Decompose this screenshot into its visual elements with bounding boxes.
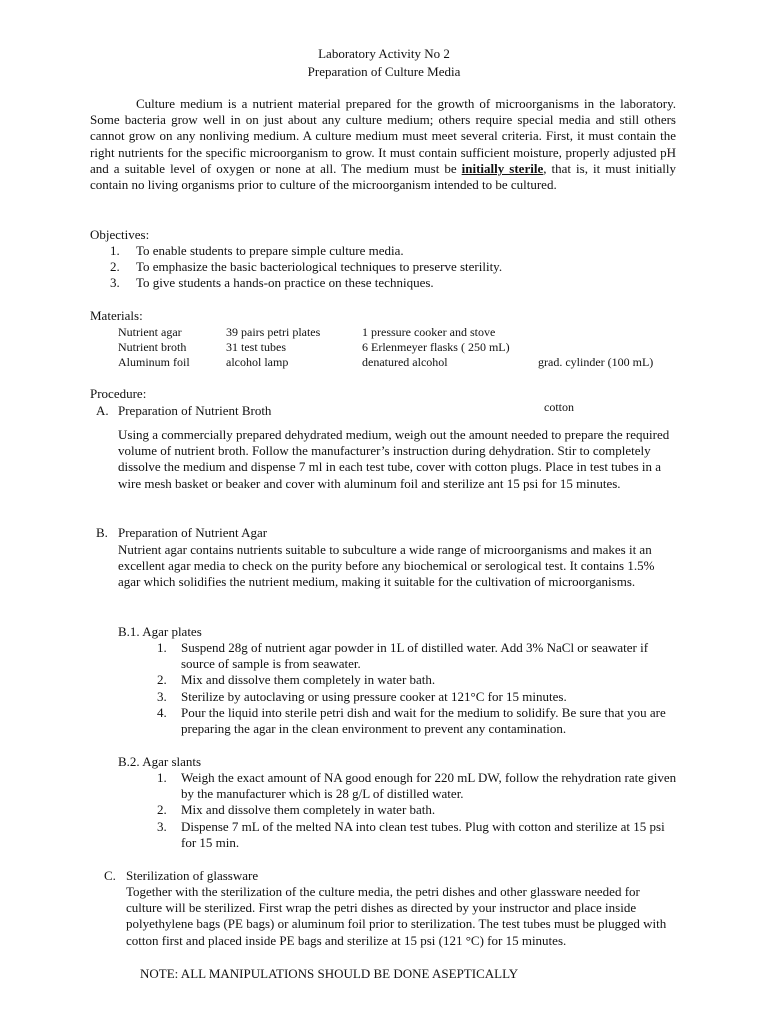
materials-column-2: 39 pairs petri plates 31 test tubes alcohol lamp — [226, 325, 321, 369]
step-item: 1. Suspend 28g of nutrient agar powder in 1L of distilled water. Add 3% NaCl or seawater if source of sample is from seawater. — [157, 640, 649, 672]
objectives-label: Objectives: — [90, 227, 150, 242]
step-item: 1. Weigh the exact amount of NA good enough for 220 mL DW, follow the rehydration rate given by the manufacturer which is 28 g/L of distilled water. — [157, 770, 677, 802]
step-item: 4. Pour the liquid into sterile petri dish and wait for the medium to solidify. Be sure that you are preparing the agar in the clean environment to prevent any contamination. — [157, 704, 666, 737]
materials-label: Materials: — [90, 308, 143, 323]
section-c-heading: C. Sterilization of glassware — [104, 868, 259, 883]
materials-column-3: 1 pressure cooker and stove 6 Erlenmeyer flasks ( 250 mL) denatured alcohol — [362, 325, 510, 369]
section-c-paragraph: Together with the sterilization of the culture media, the petri dishes and other glassware needed for culture will be sterilized. First wrap the petri dishes as directed by your instructor and place inside polyethylene bags (PE bags) or aluminum foil prior to sterilization. The test tubes must be plugged with cotton first and placed inside PE bags and sterilize at 15 psi (121 °C) for 15 minutes. — [126, 884, 667, 948]
subsection-b2-steps — [157, 770, 677, 851]
document-title: Laboratory Activity No 2 — [318, 46, 450, 61]
procedure-label: Procedure: — [90, 386, 147, 401]
section-a-paragraph: Using a commercially prepared dehydrated medium, weigh out the amount needed to prepare the required volume of nutrient broth. Follow the manufacturer’s instruction during dehydration. Stir to completely dissolve the medium and dispense 7 ml in each test tube, cover with cotton plugs. Place in test tubes in a wire mesh basket or beaker and cover with aluminum foil and sterilize ant 15 psi for 15 minutes. — [118, 427, 670, 491]
section-b-paragraph: Nutrient agar contains nutrients suitable to subculture a wide range of microorganisms and makes it an excellent agar media to check on the purity before any biochemical or serological test. It contains 1.5% agar which solidifies the nutrient medium, making it suitable for the cultivation of microorganisms. — [118, 542, 655, 590]
step-item: 3. Sterilize by autoclaving or using pressure cooker at 121°C for 15 minutes. — [157, 688, 567, 704]
objective-item: 2. To emphasize the basic bacteriological techniques to preserve sterility. — [110, 259, 503, 275]
step-item: 2. Mix and dissolve them completely in water bath. — [157, 802, 436, 818]
document-subtitle: Preparation of Culture Media — [307, 64, 461, 79]
subsection-b2-heading: B.2. Agar slants — [118, 754, 202, 769]
subsection-b1-heading: B.1. Agar plates — [118, 624, 202, 639]
intro-paragraph — [90, 96, 676, 193]
intro-emphasis: initially sterile — [461, 160, 544, 176]
intro-text-start: Culture medium is a nutrient material prepared for the growth of microorganisms in the laboratory. Some bacteria grow well in on just about any culture medium; others require special media and still others cannot grow on any nonliving medium. A culture medium must meet several criteria. First, it must contain the right nutrients for the specific microorganism to grow. It must contain sufficient moisture, properly adjusted pH and a suitable level of oxygen or none at all. The medium must be — [90, 96, 676, 176]
objectives-list — [110, 243, 670, 292]
intro-text-end: , that is, it must initially contain no living organisms prior to culture of the microorganism intended to be cultured. — [90, 160, 676, 193]
materials-column-4: grad. cylinder (100 mL) cotton — [538, 355, 654, 414]
subsection-b1-steps — [157, 640, 677, 737]
section-a-heading: A. Preparation of Nutrient Broth — [96, 403, 272, 418]
materials-column-1: Nutrient agar Nutrient broth Aluminum foil — [118, 325, 190, 369]
section-b-heading: B. Preparation of Nutrient Agar — [96, 525, 268, 540]
step-item: 2. Mix and dissolve them completely in water bath. — [157, 672, 436, 688]
objective-item: 1. To enable students to prepare simple culture media. — [110, 243, 404, 258]
objective-item: 3. To give students a hands-on practice on these techniques. — [110, 275, 434, 291]
asepsis-note: NOTE: ALL MANIPULATIONS SHOULD BE DONE ASEPTICALLY — [140, 966, 519, 981]
step-item: 3. Dispense 7 mL of the melted NA into clean test tubes. Plug with cotton and sterilize at 15 psi for 15 min. — [157, 818, 665, 850]
